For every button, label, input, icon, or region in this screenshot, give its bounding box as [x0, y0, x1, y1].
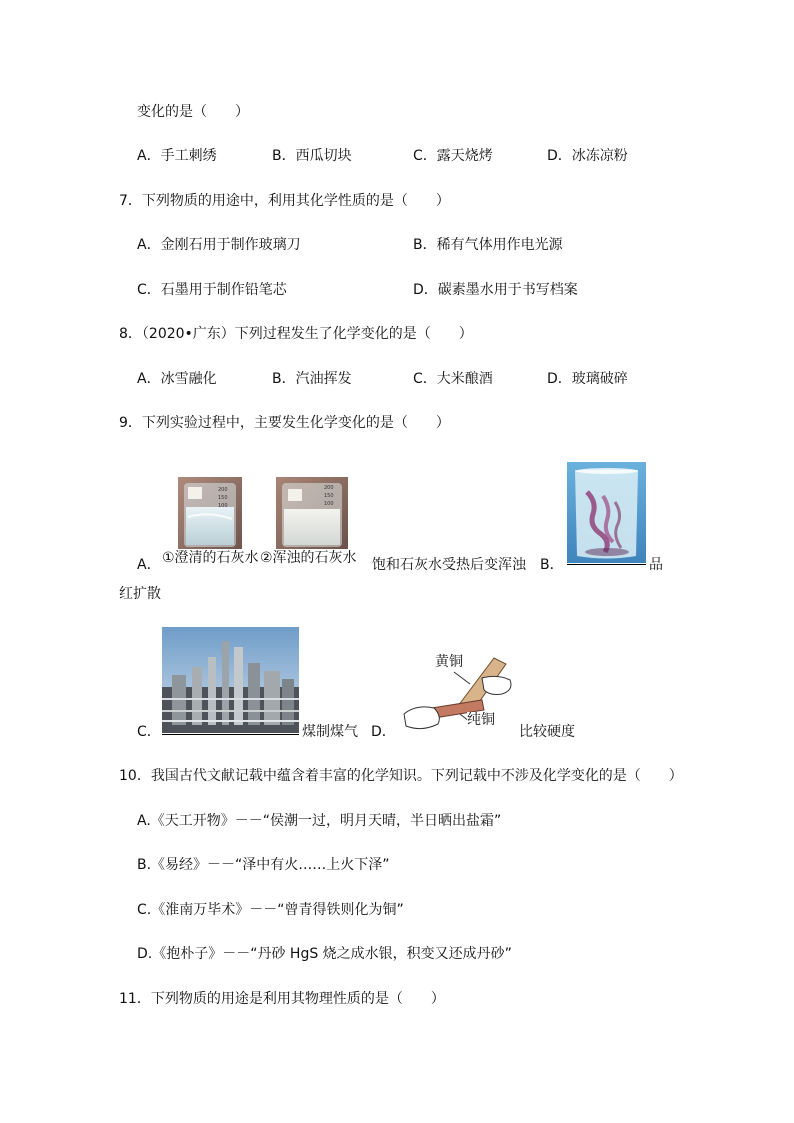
q9-option-b-text: 品 [649, 557, 663, 573]
q9-option-b-label: B． [540, 557, 564, 573]
svg-text:150: 150 [324, 493, 334, 499]
q6-option-c: C．露天烧烤 [413, 148, 493, 164]
q10-stem: 10．我国古代文献记载中蕴含着丰富的化学知识。下列记载中不涉及化学变化的是（ ） [119, 768, 683, 784]
q8-option-d: D．玻璃破碎 [547, 371, 628, 387]
coal-gas-plant-image [162, 627, 299, 733]
q10-option-c: C.《淮南万毕术》－－“曾青得铁则化为铜” [137, 902, 404, 918]
q9-d-label-brass: 黄铜 [435, 654, 463, 670]
q6-option-b: B．西瓜切块 [272, 148, 352, 164]
q7-stem: 7．下列物质的用途中，利用其化学性质的是（ ） [119, 193, 450, 209]
q6-option-d: D．冰冻凉粉 [547, 148, 628, 164]
q10-option-b: B.《易经》－－“泽中有火……上火下泽” [137, 857, 390, 873]
q9-c-image-underline [162, 734, 299, 735]
q7-option-a: A．金刚石用于制作玻璃刀 [137, 237, 301, 253]
q6-option-a: A．手工刺绣 [137, 148, 217, 164]
q10-option-d: D.《抱朴子》－－“丹砂 HgS 烧之成水银，积变又还成丹砂” [137, 946, 512, 962]
q9-d-label-copper: 纯铜 [467, 712, 495, 728]
svg-text:150: 150 [218, 495, 228, 501]
q9-option-a-label: A． [137, 557, 161, 573]
q9-option-d-label: D． [371, 724, 396, 740]
q9-stem: 9．下列实验过程中，主要发生化学变化的是（ ） [119, 415, 450, 431]
q9-option-c-label: C． [137, 724, 161, 740]
svg-text:200: 200 [324, 485, 334, 491]
q9-a-caption-turbid: ②浑浊的石灰水 [260, 550, 357, 566]
q7-option-d: D．碳素墨水用于书写档案 [413, 282, 578, 298]
q11-stem: 11．下列物质的用途是利用其物理性质的是（ ） [119, 991, 445, 1007]
q9-option-c-text: 煤制煤气 [302, 724, 358, 740]
q9-option-b-text-wrap: 红扩散 [119, 586, 161, 602]
q9-option-a-text: 饱和石灰水受热后变浑浊 [372, 557, 526, 573]
q8-option-b: B．汽油挥发 [272, 371, 352, 387]
clear-limewater-beaker-image [178, 477, 242, 549]
q8-stem: 8．（2020•广东）下列过程发生了化学变化的是（ ） [119, 326, 473, 342]
q9-a-caption-clear: ①澄清的石灰水 [162, 550, 259, 566]
svg-text:100: 100 [324, 501, 334, 507]
dye-diffusion-beaker-image [567, 462, 646, 563]
svg-text:200: 200 [218, 487, 228, 493]
q10-option-a: A.《天工开物》－－“侯潮一过，明月天晴，半日晒出盐霜” [137, 813, 502, 829]
q9-option-d-text: 比较硬度 [519, 724, 575, 740]
q8-option-a: A．冰雪融化 [137, 371, 217, 387]
q7-option-c: C．石墨用于制作铅笔芯 [137, 282, 287, 298]
q7-option-b: B．稀有气体用作电光源 [413, 237, 563, 253]
q8-option-c: C．大米酿酒 [413, 371, 493, 387]
q9-b-image-underline [567, 564, 646, 565]
q6-stem-tail: 变化的是（ ） [137, 104, 249, 120]
svg-text:100: 100 [218, 503, 228, 509]
turbid-limewater-beaker-image [276, 477, 348, 549]
